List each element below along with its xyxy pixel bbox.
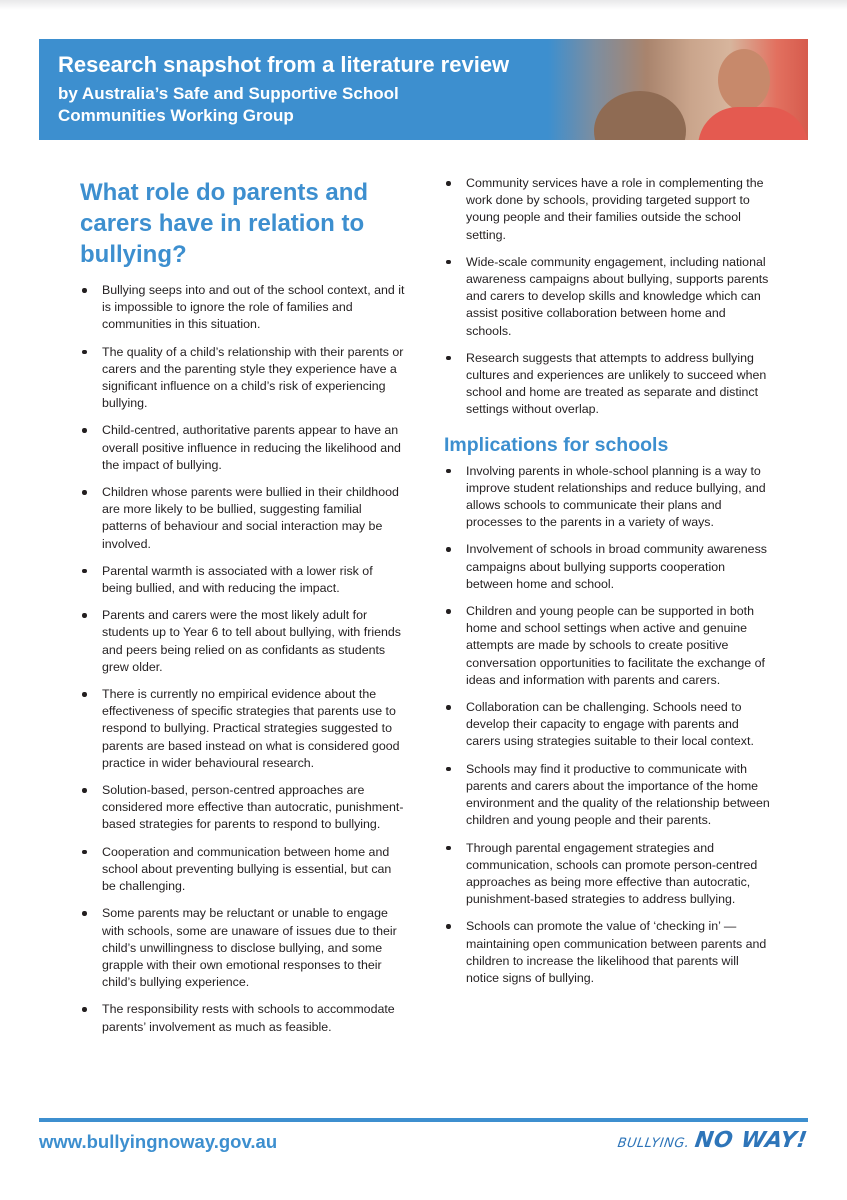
logo-text-bullying: BULLYING.	[616, 1136, 691, 1151]
bullet-dot-icon	[446, 356, 451, 361]
bullet-item	[80, 782, 405, 834]
parents-role-list	[80, 282, 405, 1036]
logo-text-no-way: NO WAY!	[693, 1128, 809, 1153]
bullet-text: There is currently no empirical evidence about the effectiveness of specific strategies that parents use to respond to bullying. Practical strategies suggested to parents are based instead on what is considered good practice in wider behavioural research.	[102, 687, 400, 770]
bullying-no-way-logo	[616, 1128, 809, 1153]
bullet-dot-icon	[82, 1007, 87, 1012]
bullet-text: Children and young people can be supported in both home and school settings when active and genuine attempts are made by schools to create positive conversation opportunities to facilitate the exchange of ideas and information with parents and carers.	[466, 604, 765, 687]
bullet-dot-icon	[82, 911, 87, 916]
bullet-text: Research suggests that attempts to address bullying cultures and experiences are unlikely to succeed when school and home are treated as separate and distinct settings without overlap.	[466, 350, 767, 417]
bullet-dot-icon	[82, 569, 87, 574]
bullet-text: Cooperation and communication between home and school about preventing bullying is essential, but can be challenging.	[102, 844, 392, 894]
bullet-dot-icon	[82, 350, 87, 355]
bullet-item	[444, 840, 774, 909]
bullet-dot-icon	[446, 767, 451, 772]
bullet-item	[80, 563, 405, 597]
bullet-item	[80, 1001, 405, 1035]
photo-girl-face	[718, 49, 770, 111]
bullet-item	[80, 686, 405, 772]
bullet-text: Schools can promote the value of ‘checking in’ — maintaining open communication between parents and children to increase the likelihood that parents will notice signs of bullying.	[466, 919, 767, 985]
header-subtitle-line-1: by Australia’s Safe and Supportive School	[58, 84, 399, 103]
bullet-item	[444, 175, 774, 244]
bullet-text: Solution-based, person-centred approaches are considered more effective than autocratic, punishment-based strategies for parents to respond to bullying.	[102, 783, 404, 832]
bullet-dot-icon	[446, 846, 451, 851]
header-subtitle-line-2: Communities Working Group	[58, 106, 294, 125]
bullet-dot-icon	[82, 288, 87, 293]
bullet-item	[80, 344, 405, 413]
bullet-item	[80, 282, 405, 334]
bullet-dot-icon	[82, 850, 87, 855]
header-banner	[39, 39, 808, 140]
left-column	[80, 175, 405, 1046]
bullet-item	[444, 254, 774, 340]
bullet-item	[444, 603, 774, 689]
bullet-dot-icon	[446, 469, 451, 474]
bullet-text: Parents and carers were the most likely adult for students up to Year 6 to tell about bullying, with friends and peers being relied on as confidants as students grew older.	[102, 608, 401, 674]
bullet-dot-icon	[446, 705, 451, 710]
footer-divider	[39, 1118, 808, 1122]
bullet-item	[80, 484, 405, 553]
bullet-dot-icon	[446, 260, 451, 265]
bullet-text: Involvement of schools in broad community awareness campaigns about bullying supports cooperation between home and school.	[466, 542, 767, 591]
photo-girl-shirt	[698, 107, 808, 140]
bullet-dot-icon	[82, 490, 87, 495]
bullet-item	[444, 350, 774, 419]
bullet-item	[444, 918, 774, 987]
bullet-text: The quality of a child’s relationship with their parents or carers and the parenting style they experience have a significant influence on a child’s risk of experiencing bullying.	[102, 344, 404, 411]
bullet-dot-icon	[82, 428, 87, 433]
bullet-item	[444, 699, 774, 751]
bullet-item	[80, 844, 405, 896]
bullet-item	[444, 761, 774, 830]
bullet-text: Involving parents in whole-school planning is a way to improve student relationships and reduce bullying, and allows schools to communicate their plans and processes to the parents in a variety of ways.	[466, 463, 766, 530]
bullet-text: The responsibility rests with schools to accommodate parents’ involvement as much as feasible.	[102, 1002, 395, 1034]
bullet-item	[80, 905, 405, 991]
bullet-text: Parental warmth is associated with a lower risk of being bullied, and with reducing the impact.	[102, 563, 373, 596]
section-heading-parents-role: What role do parents and carers have in relation to bullying?	[80, 179, 369, 268]
bullet-item	[80, 422, 405, 474]
header-title: Research snapshot from a literature review	[58, 52, 510, 77]
implications-list	[444, 463, 774, 987]
bullet-text: Through parental engagement strategies and communication, schools can promote person-centred approaches as being more effective than autocratic, punishment-based strategies to address bullying.	[466, 840, 758, 907]
bullet-text: Wide-scale community engagement, including national awareness campaigns about bullying, supports parents and carers to develop skills and knowledge which can assist positive collaboration between home and schools.	[466, 254, 769, 338]
page-top-edge	[0, 0, 847, 10]
community-list	[444, 175, 774, 419]
bullet-dot-icon	[446, 181, 451, 186]
bullet-dot-icon	[446, 547, 451, 552]
bullet-item	[80, 607, 405, 676]
bullet-text: Bullying seeps into and out of the school context, and it is impossible to ignore the role of families and communities in this situation.	[102, 283, 405, 332]
bullet-dot-icon	[82, 613, 87, 618]
bullet-dot-icon	[82, 788, 87, 793]
footer-website-link[interactable]: www.bullyingnoway.gov.au	[39, 1131, 278, 1152]
header-photo	[548, 39, 808, 140]
bullet-item	[444, 463, 774, 532]
right-column	[444, 175, 774, 997]
bullet-dot-icon	[446, 609, 451, 614]
bullet-dot-icon	[82, 692, 87, 697]
bullet-dot-icon	[446, 924, 451, 929]
photo-parent-figure	[594, 91, 686, 140]
bullet-item	[444, 541, 774, 593]
bullet-text: Child-centred, authoritative parents appear to have an overall positive influence in reducing the likelihood and the impact of bullying.	[102, 423, 401, 472]
bullet-text: Some parents may be reluctant or unable to engage with schools, some are unaware of issues due to their child’s unwillingness to disclose bullying, and some grapple with their own emotional responses to their child’s bullying experience.	[102, 906, 397, 990]
section-heading-implications: Implications for schools	[444, 433, 669, 456]
bullet-text: Collaboration can be challenging. Schools need to develop their capacity to engage with parents and carers using strategies suitable to their local context.	[466, 700, 754, 749]
bullet-text: Schools may find it productive to communicate with parents and carers about the importance of the home environment and the quality of the relationship between children and young people and their parents.	[466, 761, 770, 828]
bullet-text: Community services have a role in complementing the work done by schools, providing targeted support to young people and their families outside the school setting.	[466, 176, 764, 242]
header-text	[58, 51, 509, 127]
bullet-text: Children whose parents were bullied in their childhood are more likely to be bullied, suggesting familial patterns of behaviour and social interaction may be involved.	[102, 485, 399, 551]
